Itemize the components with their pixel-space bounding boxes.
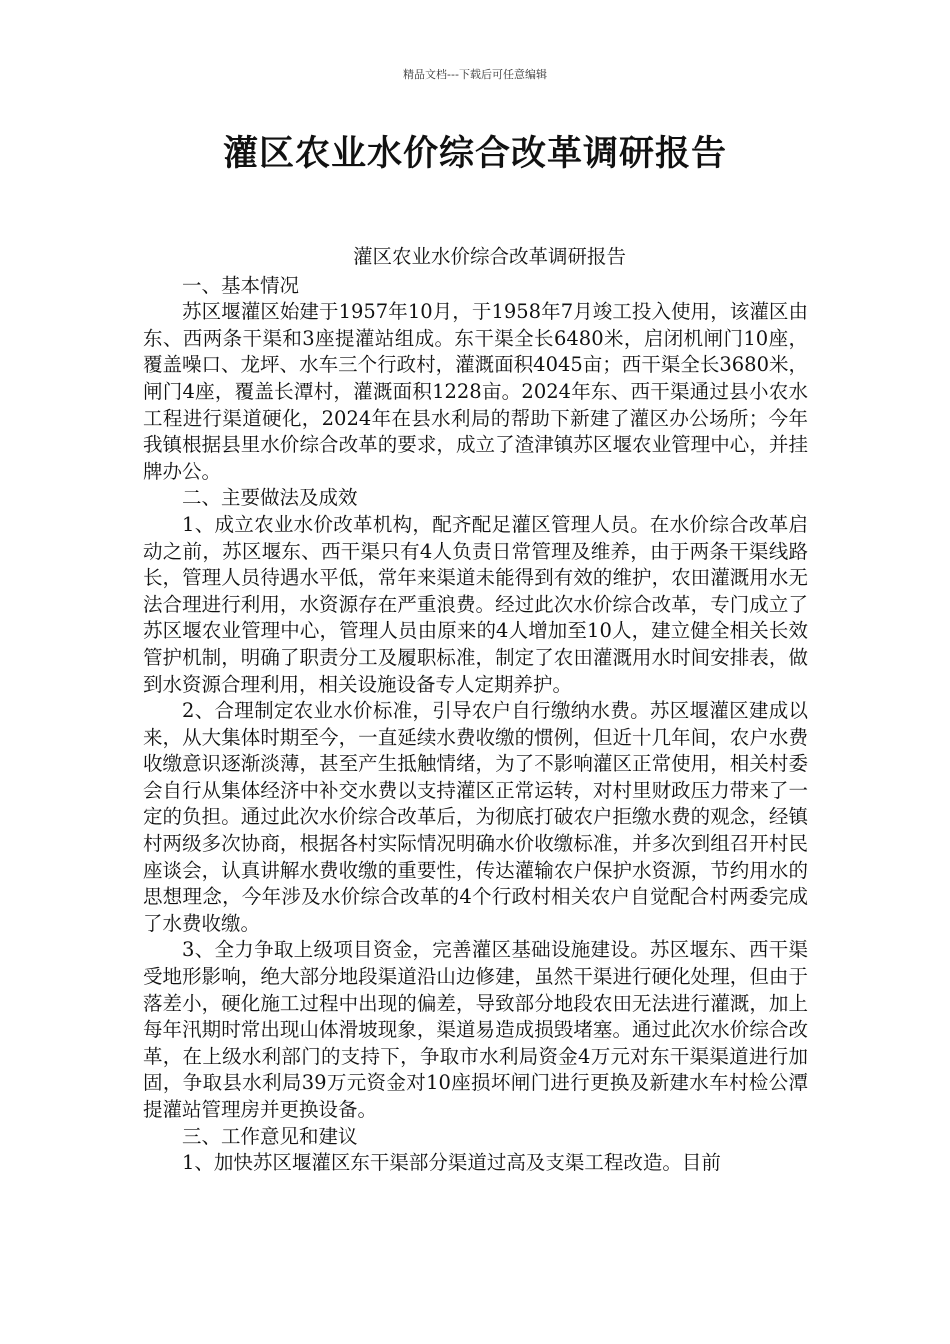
document-subtitle: 灌区农业水价综合改革调研报告 — [352, 245, 626, 268]
paragraph: 1、成立农业水价改革机构，配齐配足灌区管理人员。在水价综合改革启动之前，苏区堰东、西干渠只有4人负责日常管理及维养，由于两条干渠线路长，管理人员待遇水平低，常年来渠道未能得到有效的维护，农田灌溉用水无法合理进行利用，水资源存在严重浪费。经过此次水价综合改革，专门成立了苏区堰农业管理中心，管理人员由原来的4人增加至10人，建立健全相关长效管护机制，明确了职责分工及履职标准，制定了农田灌溉用水时间安排表，做到水资源合理利用，相关设施设备专人定期养护。 — [143, 512, 808, 696]
paragraph: 1、加快苏区堰灌区东干渠部分渠道过高及支渠工程改造。目前 — [182, 1151, 721, 1175]
document-body — [143, 244, 808, 1177]
paragraph: 苏区堰灌区始建于1957年10月，于1958年7月竣工投入使用，该灌区由东、西两条干渠和3座提灌站组成。东干渠全长6480米，启闭机闸门10座，覆盖噪口、龙坪、水车三个行政村，灌溉面积4045亩；西干渠全长3680米，闸门4座，覆盖长潭村，灌溉面积1228亩。2024年东、西干渠通过县小农水工程进行渠道硬化，2024年在县水利局的帮助下新建了灌区办公场所；今年我镇根据县里水价综合改革的要求，成立了渣津镇苏区堰农业管理中心，并挂牌办公。 — [143, 300, 808, 483]
section-heading-measures: 二、主要做法及成效 — [182, 486, 358, 510]
paragraph: 2、合理制定农业水价标准，引导农户自行缴纳水费。苏区堰灌区建成以来，从大集体时期至今，一直延续水费收缴的惯例，但近十几年间，农户水费收缴意识逐渐淡薄，甚至产生抵触情绪，为了不影响灌区正常使用，相关村委会自行从集体经济中补交水费以支持灌区正常运转，对村里财政压力带来了一定的负担。通过此次水价综合改革后，为彻底打破农户拒缴水费的观念，经镇村两级多次协商，根据各村实际情况明确水价收缴标准，并多次到组召开村民座谈会，认真讲解水费收缴的重要性，传达灌输农户保护水资源，节约用水的思想理念，今年涉及水价综合改革的4个行政村相关农户自觉配合村两委完成了水费收缴。 — [143, 699, 808, 935]
section-heading-basic: 一、基本情况 — [182, 273, 300, 297]
section-heading-suggestions: 三、工作意见和建议 — [182, 1124, 358, 1148]
paragraph: 3、全力争取上级项目资金，完善灌区基础设施建设。苏区堰东、西干渠受地形影响，绝大部分地段渠道沿山边修建，虽然干渠进行硬化处理，但由于落差小，硬化施工过程中出现的偏差，导致部分地段农田无法进行灌溉，加上每年汛期时常出现山体滑坡现象，渠道易造成损毁堵塞。通过此次水价综合改革，在上级水利部门的支持下，争取市水利局资金4万元对东干渠渠道进行加固，争取县水利局39万元资金对10座损坏闸门进行更换及新建水车村检公潭提灌站管理房并更换设备。 — [143, 938, 808, 1121]
page-header-note: 精品文档---下载后可任意编辑 — [403, 68, 547, 81]
document-title: 灌区农业水价综合改革调研报告 — [222, 134, 727, 174]
